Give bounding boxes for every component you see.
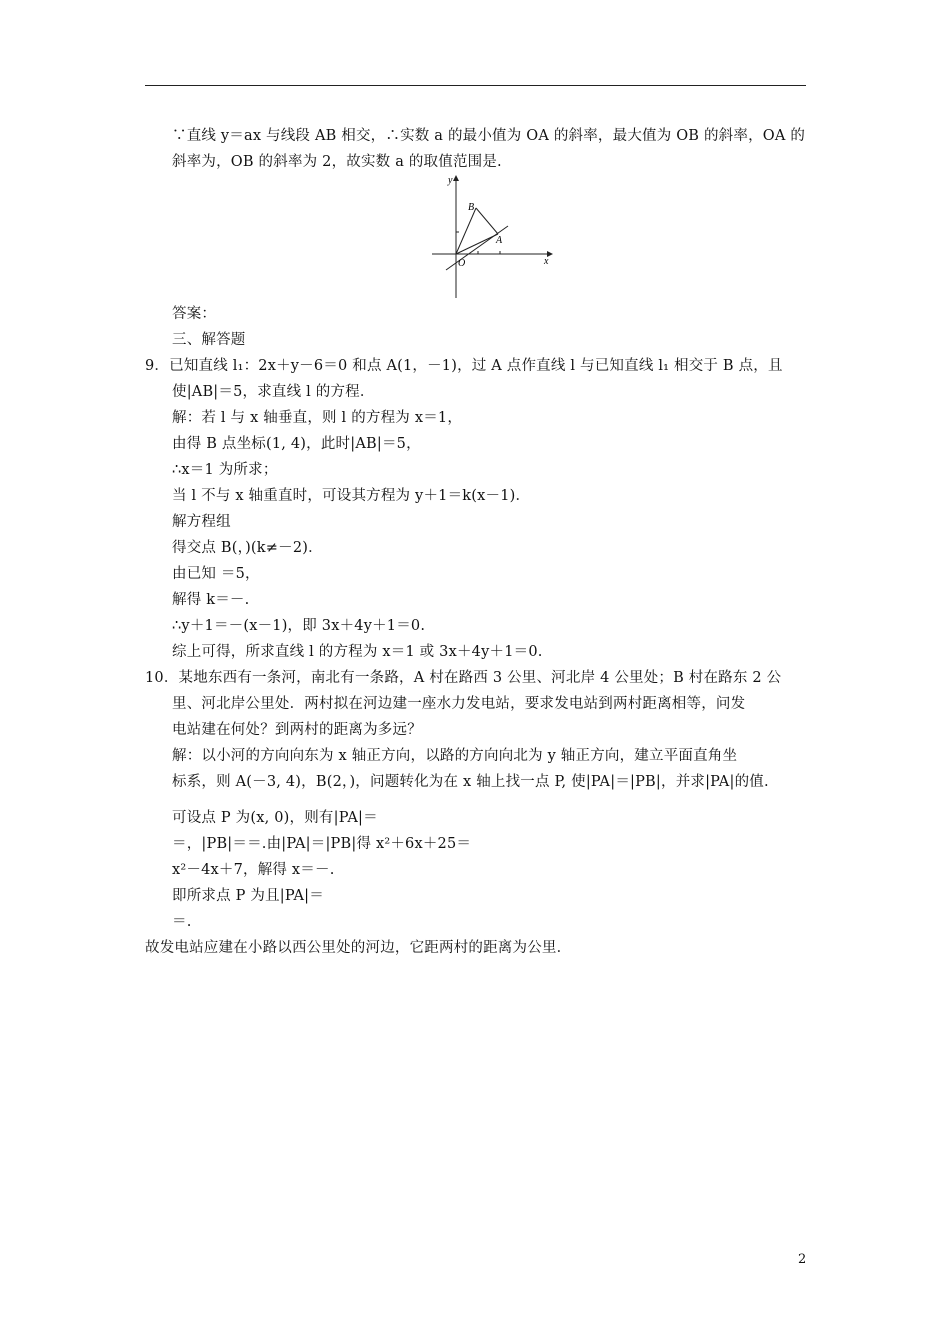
q10-solution-7: ＝. (172, 914, 192, 930)
y-axis-label: y (448, 175, 453, 186)
q10-solution-5: x²－4x＋7，解得 x＝－. (172, 862, 335, 878)
segment-oa (456, 234, 498, 254)
q9-solution-9: ∴y＋1＝－(x－1)，即 3x＋4y＋1＝0. (172, 618, 426, 634)
answer-label: 答案： (172, 306, 217, 322)
segment-ab (476, 208, 498, 234)
q9-solution-8: 解得 k＝－. (172, 592, 250, 608)
q9-solution-2: 由得 B 点坐标(1, 4)，此时|AB|＝5， (172, 436, 421, 452)
q9-solution-1: 解：若 l 与 x 轴垂直，则 l 的方程为 x＝1， (172, 410, 463, 426)
page-number: 2 (798, 1252, 807, 1267)
header-rule (145, 85, 806, 86)
q9-solution-7: 由已知 ＝5， (172, 566, 260, 582)
q10-line-1: 10．某地东西有一条河，南北有一条路，A 村在路西 3 公里、河北岸 4 公里处；B 村在路东 2 公 (145, 670, 782, 686)
q10-line-2: 里、河北岸公里处．两村拟在河边建一座水力发电站，要求发电站到两村距离相等，问发 (172, 696, 746, 712)
coordinate-figure (428, 172, 558, 300)
q9-solution-10: 综上可得，所求直线 l 的方程为 x＝1 或 3x＋4y＋1＝0. (172, 644, 543, 660)
intro-line-1: ∵直线 y＝ax 与线段 AB 相交，∴实数 a 的最小值为 OA 的斜率，最大值为 OB 的斜率，OA 的 (172, 128, 806, 144)
x-axis-label: x (544, 256, 549, 267)
origin-label: O (458, 258, 466, 269)
q10-solution-6: 即所求点 P 为且|PA|＝ (172, 888, 324, 904)
q10-solution-3: 可设点 P 为(x, 0)，则有|PA|＝ (172, 810, 378, 826)
q9-solution-3: ∴x＝1 为所求； (172, 462, 278, 478)
q10-solution-2: 标系，则 A(－3, 4)，B(2，)，问题转化为在 x 轴上找一点 P, 使|PA|＝|PB|，并求|PA|的值. (172, 774, 769, 790)
q9-solution-4: 当 l 不与 x 轴重直时，可设其方程为 y＋1＝k(x－1)． (172, 488, 531, 504)
segment-ob (456, 208, 476, 254)
q9-solution-6: 得交点 B(，)(k≠－2)． (172, 540, 323, 556)
q9-line-2: 使|AB|＝5，求直线 l 的方程． (172, 384, 375, 400)
point-b-label: B (468, 202, 475, 213)
q10-solution-4: ＝，|PB|＝＝.由|PA|＝|PB|得 x²＋6x＋25＝ (172, 836, 472, 852)
point-a-label: A (496, 235, 503, 246)
q10-conclusion: 故发电站应建在小路以西公里处的河边，它距两村的距离为公里． (145, 940, 572, 956)
q9-solution-5: 解方程组 (172, 514, 231, 530)
section-title: 三、解答题 (172, 332, 246, 348)
q10-solution-1: 解：以小河的方向向东为 x 轴正方向，以路的方向向北为 y 轴正方向，建立平面直角坐 (172, 748, 738, 764)
q10-line-3: 电站建在何处？到两村的距离为多远？ (172, 722, 422, 738)
intro-line-2: 斜率为，OB 的斜率为 2，故实数 a 的取值范围是. (172, 154, 502, 170)
line-through-origin (446, 226, 508, 270)
q9-line-1: 9．已知直线 l₁：2x＋y－6＝0 和点 A(1，－1)，过 A 点作直线 l 与已知直线 l₁ 相交于 B 点，且 (145, 358, 783, 374)
